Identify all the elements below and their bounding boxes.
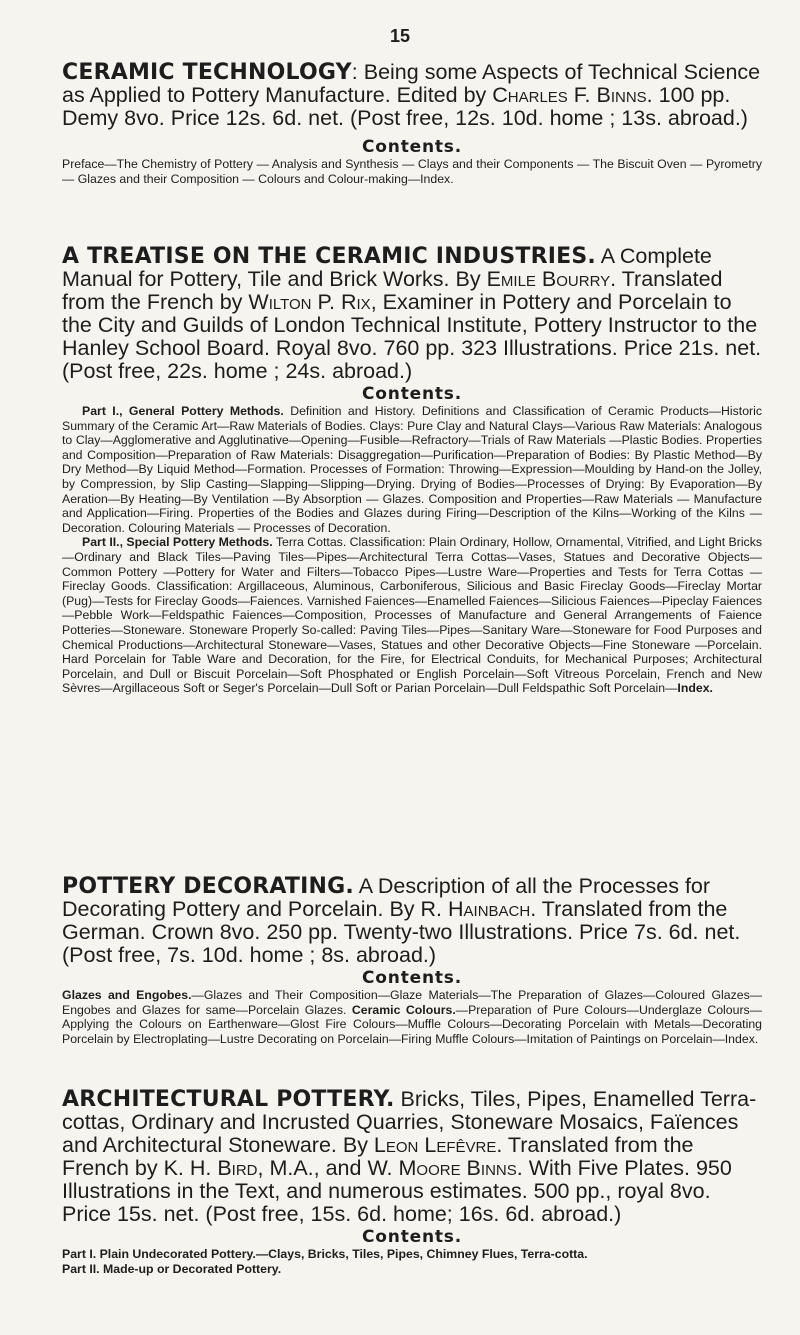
entry-translator: K. H. Bird, M.A.	[163, 1156, 314, 1180]
index-label: Index.	[677, 681, 713, 696]
entry-desc-middle: . Translated from the French by	[62, 267, 723, 314]
entry-author: Leon Lefêvre	[373, 1133, 497, 1157]
entry-heading	[62, 61, 762, 130]
contents-label: Contents.	[362, 1227, 462, 1247]
contents-text	[62, 157, 762, 186]
part-heading: Part II., Special Pottery Methods.	[82, 535, 273, 550]
entry-title: A TREATISE ON THE CERAMIC INDUSTRIES.	[62, 244, 596, 269]
page-number: 15	[389, 26, 411, 46]
section-heading: Glazes and Engobes.	[62, 988, 192, 1002]
section-text: —Glazes and Their Composition—Glaze Materials—The Preparation of Glazes—Coloured Glazes—Engobes and Glazes for same—Porcelain Glazes.	[62, 988, 763, 1017]
entry-desc-rest: , Examiner in Pottery and Porcelain to the City and Guilds of London Technical Institute, Pottery Instructor to the Hanley School Board. Royal 8vo. 760 pp. 323 Illustrations. Price 21s. net. (Post free, 22s. home ; 24s. abroad.)	[62, 290, 762, 383]
entry-title: ARCHITECTURAL POTTERY.	[62, 1087, 395, 1112]
entry-desc-rest: . With Five Plates. 950 Illustrations in the Text, and numerous estimates. 500 pp., royal 8vo. Price 15s. net. (Post free, 15s. 6d. home; 16s. 6d. abroad.)	[62, 1156, 732, 1226]
contents-part-1	[62, 404, 762, 535]
part-heading: Part I., General Pottery Methods.	[82, 404, 284, 418]
section-text: —Preparation of Pure Colours—Underglaze Colours—Applying the Colours on Earthenware—Glost Fire Colours—Muffle Colours—Decorating Porcelain with Metals—Decorating Porcelain by Electroplating—Lustre Decorating on Porcelain—Firing Muffle Colours—Imitation of Paintings on Porcelain—Index.	[62, 1002, 762, 1046]
entry-heading	[62, 875, 762, 967]
entry-author: Charles F. Binns	[492, 83, 647, 107]
entry-desc: Bricks, Tiles, Pipes, Enamelled Terra-cottas, Ordinary and Incrusted Quarries, Stoneware Mosaics, Faïences and Architectural Stoneware. By	[62, 1087, 757, 1157]
contents-part-2: Part II. Made-up or Decorated Pottery.	[62, 1261, 282, 1276]
contents-label: Contents.	[362, 384, 462, 404]
contents-label: Contents.	[362, 137, 462, 157]
contents-paragraph: Preface—The Chemistry of Pottery — Analysis and Synthesis — Clays and their Components — The Biscuit Oven — Pyrometry — Glazes and their Composition — Colours and Colour-making—Index.	[62, 157, 762, 186]
entry-translator-2: W. Moore Binns	[367, 1156, 517, 1180]
entry-treatise-ceramic-industries	[62, 245, 762, 696]
entry-author: R. Hainbach	[420, 897, 531, 921]
entry-desc: A Complete Manual for Pottery, Tile and Brick Works. By	[62, 244, 712, 291]
contents-paragraph	[62, 988, 762, 1046]
entry-heading	[62, 245, 762, 383]
contents-text	[62, 1247, 762, 1276]
entry-desc: A Description of all the Processes for Decorating Pottery and Porcelain. By	[62, 874, 711, 921]
contents-text	[62, 404, 762, 696]
section-heading: Ceramic Colours.	[351, 1002, 456, 1017]
entry-title: POTTERY DECORATING.	[62, 874, 354, 899]
contents-text	[62, 988, 762, 1046]
entry-desc-middle: . Translated from the French by	[62, 1133, 694, 1180]
contents-part-2	[62, 535, 762, 696]
entry-architectural-pottery	[62, 1088, 762, 1276]
contents-label: Contents.	[362, 968, 462, 988]
entry-desc: : Being some Aspects of Technical Science as Applied to Pottery Manufacture. Edited by	[62, 60, 761, 107]
entry-desc-middle-2: , and	[313, 1156, 368, 1180]
entry-title: CERAMIC TECHNOLOGY	[62, 60, 352, 85]
entry-author: Emile Bourry	[486, 267, 611, 291]
entry-pottery-decorating	[62, 875, 762, 1046]
part-text: Terra Cottas. Classification: Plain Ordinary, Hollow, Ornamental, Vitrified, and Light Bricks—Ordinary and Black Tiles—Paving Tiles—Pipes—Architectural Terra Cottas—Vases, Statues and Decorative Objects—Common Pottery —Pottery for Water and Filters—Tobacco Pipes—Lustre Ware—Properties and Tests for Terra Cottas — Fireclay Goods. Classification: Argillaceous, Aluminous, Carboniferous, Silicious and Basic Fireclay Goods—Fireclay Mortar (Pug)—Tests for Fireclay Goods—Faiences. Varnished Faiences—Enamelled Faiences—Silicious Faiences—Pipeclay Faiences —Pebble Work—Feldspathic Faiences—Composition, Processes of Manufacture and General Arrangements of Faience Potteries—Stoneware. Stoneware Properly So-called: Paving Tiles—Pipes—Sanitary Ware—Stoneware for Food Purposes and Chemical Productions—Architectural Stoneware—Vases, Statues and other Decorative Objects—Fine Stoneware —Porcelain. Hard Porcelain for Table Ware and Decoration, for the Fire, for Electrical Conduits, for Mechanical Purposes; Architectural Porcelain, and Dull or Biscuit Porcelain—Soft Phosphated or English Porcelain—Soft Vitreous Porcelain, French and New Sèvres—Argillaceous Soft or Seger's Porcelain—Dull Soft or Parian Porcelain—Dull Feldspathic Soft Porcelain—	[62, 535, 763, 696]
entry-heading	[62, 1088, 762, 1226]
entry-translator: Wilton P. Rix	[248, 290, 371, 314]
contents-part-1: Part I. Plain Undecorated Pottery.—Clays, Bricks, Tiles, Pipes, Chimney Flues, Terra-cotta.	[62, 1247, 588, 1261]
part-text: Definition and History. Definitions and Classification of Ceramic Products—Historic Summary of the Ceramic Art—Raw Materials of Bodies. Clays: Pure Clay and Natural Clays—Various Raw Materials: Analogous to Clay—Agglomerative and Agglutinative—Opening—Fusible—Refractory—Trials of Raw Materials —Plastic Bodies. Properties and Composition—Preparation of Raw Materials: Disaggregation—Purification—Preparation of Bodies: By Plastic Method—By Dry Method—By Liquid Method—Formation. Processes of Formation: Throwing—Expression—Moulding by Hand-on the Jolley, by Compression, by Slip Casting—Slapping—Slipping—Drying. Drying of Bodies—Processes of Drying: By Evaporation—By Aeration—By Heating—By Ventilation —By Absorption — Glazes. Composition and Properties—Raw Materials — Manufacture and Application—Firing. Properties of the Bodies and Glazes during Firing—Description of the Kilns—Working of the Kilns — Decoration. Colouring Materials — Processes of Decoration.	[62, 404, 763, 535]
entry-desc-rest: . 100 pp. Demy 8vo. Price 12s. 6d. net. (Post free, 12s. 10d. home ; 13s. abroad.)	[62, 83, 748, 130]
entry-desc-rest: . Translated from the German. Crown 8vo. 250 pp. Twenty-two Illustrations. Price 7s. 6d. net. (Post free, 7s. 10d. home ; 8s. abroad.)	[62, 897, 741, 967]
entry-ceramic-technology	[62, 61, 762, 186]
